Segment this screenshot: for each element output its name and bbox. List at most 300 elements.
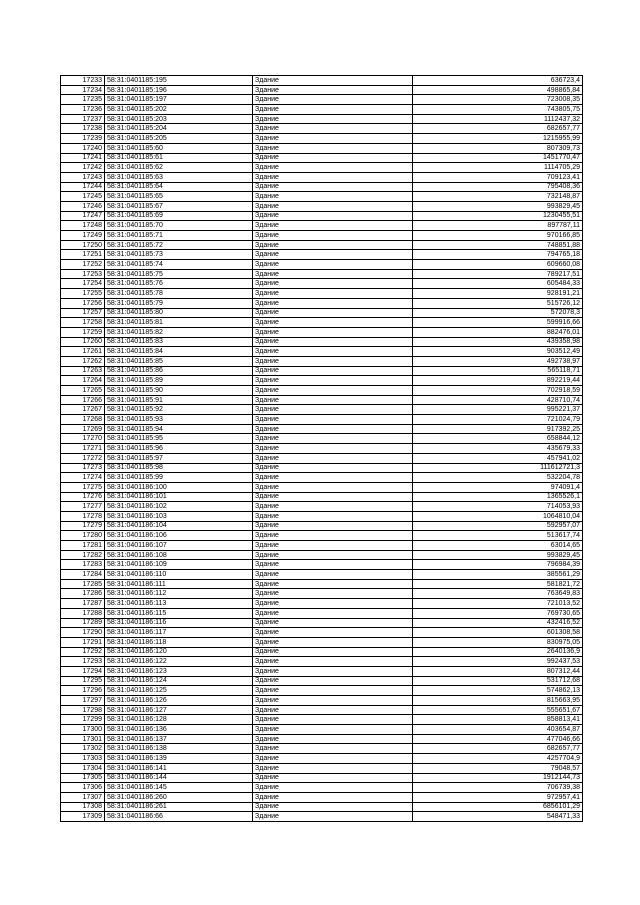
row-number-cell: 17240 — [61, 143, 105, 153]
cadastral-number-cell: 58:31:0401185:197 — [105, 95, 253, 105]
object-type-cell: Здание — [253, 473, 413, 483]
cadastral-number-cell: 58:31:0401185:84 — [105, 347, 253, 357]
cadastral-value-cell: 1215955,99 — [413, 134, 583, 144]
object-type-cell: Здание — [253, 356, 413, 366]
cadastral-number-cell: 58:31:0401186:102 — [105, 502, 253, 512]
cadastral-value-cell: 79048,57 — [413, 763, 583, 773]
row-number-cell: 17253 — [61, 269, 105, 279]
cadastral-number-cell: 58:31:0401186:141 — [105, 763, 253, 773]
object-type-cell: Здание — [253, 502, 413, 512]
row-number-cell: 17296 — [61, 686, 105, 696]
cadastral-value-cell: 111612721,3 — [413, 463, 583, 473]
cadastral-number-cell: 58:31:0401185:71 — [105, 231, 253, 241]
cadastral-number-cell: 58:31:0401185:202 — [105, 105, 253, 115]
table-row — [61, 589, 583, 599]
row-number-cell: 17281 — [61, 541, 105, 551]
object-type-cell: Здание — [253, 192, 413, 202]
table-row — [61, 153, 583, 163]
cadastral-number-cell: 58:31:0401186:122 — [105, 657, 253, 667]
row-number-cell: 17270 — [61, 434, 105, 444]
cadastral-value-cell: 830975,05 — [413, 637, 583, 647]
cadastral-value-cell: 721013,52 — [413, 599, 583, 609]
table-row — [61, 473, 583, 483]
object-type-cell: Здание — [253, 415, 413, 425]
table-row — [61, 734, 583, 744]
row-number-cell: 17297 — [61, 696, 105, 706]
cadastral-number-cell: 58:31:0401185:63 — [105, 172, 253, 182]
cadastral-value-cell: 574862,13 — [413, 686, 583, 696]
row-number-cell: 17294 — [61, 666, 105, 676]
cadastral-value-cell: 903512,49 — [413, 347, 583, 357]
object-type-cell: Здание — [253, 386, 413, 396]
table-row — [61, 298, 583, 308]
table-row — [61, 647, 583, 657]
cadastral-number-cell: 58:31:0401185:86 — [105, 366, 253, 376]
table-row — [61, 386, 583, 396]
row-number-cell: 17268 — [61, 415, 105, 425]
table-row — [61, 531, 583, 541]
object-type-cell: Здание — [253, 541, 413, 551]
row-number-cell: 17238 — [61, 124, 105, 134]
table-row — [61, 686, 583, 696]
object-type-cell: Здание — [253, 579, 413, 589]
table-row — [61, 250, 583, 260]
cadastral-number-cell: 58:31:0401186:144 — [105, 773, 253, 783]
table-row — [61, 579, 583, 589]
object-type-cell: Здание — [253, 453, 413, 463]
row-number-cell: 17276 — [61, 492, 105, 502]
cadastral-number-cell: 58:31:0401186:108 — [105, 550, 253, 560]
cadastral-value-cell: 498865,84 — [413, 85, 583, 95]
cadastral-value-cell: 974091,4 — [413, 482, 583, 492]
table-row — [61, 628, 583, 638]
object-type-cell: Здание — [253, 802, 413, 812]
row-number-cell: 17302 — [61, 744, 105, 754]
cadastral-value-cell: 513617,74 — [413, 531, 583, 541]
table-row — [61, 792, 583, 802]
cadastral-value-cell: 658844,12 — [413, 434, 583, 444]
cadastral-value-cell: 531712,68 — [413, 676, 583, 686]
object-type-cell: Здание — [253, 550, 413, 560]
row-number-cell: 17260 — [61, 337, 105, 347]
cadastral-value-cell: 492738,97 — [413, 356, 583, 366]
table-body — [61, 76, 583, 822]
object-type-cell: Здание — [253, 182, 413, 192]
cadastral-number-cell: 58:31:0401185:95 — [105, 434, 253, 444]
cadastral-value-cell: 807312,44 — [413, 666, 583, 676]
cadastral-value-cell: 477046,66 — [413, 734, 583, 744]
cadastral-value-cell: 428710,74 — [413, 395, 583, 405]
row-number-cell: 17233 — [61, 76, 105, 86]
cadastral-number-cell: 58:31:0401185:61 — [105, 153, 253, 163]
row-number-cell: 17245 — [61, 192, 105, 202]
object-type-cell: Здание — [253, 434, 413, 444]
cadastral-value-cell: 789217,51 — [413, 269, 583, 279]
cadastral-number-cell: 58:31:0401186:116 — [105, 618, 253, 628]
table-row — [61, 608, 583, 618]
object-type-cell: Здание — [253, 337, 413, 347]
row-number-cell: 17254 — [61, 279, 105, 289]
object-type-cell: Здание — [253, 405, 413, 415]
cadastral-value-cell: 796984,39 — [413, 560, 583, 570]
object-type-cell: Здание — [253, 279, 413, 289]
row-number-cell: 17278 — [61, 511, 105, 521]
row-number-cell: 17282 — [61, 550, 105, 560]
table-row — [61, 95, 583, 105]
cadastral-value-cell: 457941,02 — [413, 453, 583, 463]
object-type-cell: Здание — [253, 618, 413, 628]
cadastral-value-cell: 6856101,29 — [413, 802, 583, 812]
cadastral-number-cell: 58:31:0401185:195 — [105, 76, 253, 86]
row-number-cell: 17275 — [61, 482, 105, 492]
cadastral-value-cell: 682657,77 — [413, 124, 583, 134]
cadastral-number-cell: 58:31:0401185:75 — [105, 269, 253, 279]
cadastral-value-cell: 970166,85 — [413, 231, 583, 241]
cadastral-number-cell: 58:31:0401186:113 — [105, 599, 253, 609]
row-number-cell: 17306 — [61, 783, 105, 793]
object-type-cell: Здание — [253, 269, 413, 279]
table-row — [61, 231, 583, 241]
cadastral-value-cell: 972957,41 — [413, 792, 583, 802]
table-row — [61, 725, 583, 735]
cadastral-value-cell: 403654,87 — [413, 725, 583, 735]
row-number-cell: 17262 — [61, 356, 105, 366]
row-number-cell: 17248 — [61, 221, 105, 231]
cadastral-value-cell: 993829,45 — [413, 201, 583, 211]
table-row — [61, 570, 583, 580]
row-number-cell: 17287 — [61, 599, 105, 609]
object-type-cell: Здание — [253, 366, 413, 376]
cadastral-value-cell: 743805,75 — [413, 105, 583, 115]
cadastral-value-cell: 769730,65 — [413, 608, 583, 618]
cadastral-number-cell: 58:31:0401186:117 — [105, 628, 253, 638]
object-type-cell: Здание — [253, 318, 413, 328]
cadastral-number-cell: 58:31:0401185:97 — [105, 453, 253, 463]
object-type-cell: Здание — [253, 521, 413, 531]
row-number-cell: 17259 — [61, 327, 105, 337]
cadastral-value-cell: 723008,35 — [413, 95, 583, 105]
cadastral-number-cell: 58:31:0401185:99 — [105, 473, 253, 483]
object-type-cell: Здание — [253, 715, 413, 725]
cadastral-value-cell: 721024,79 — [413, 415, 583, 425]
object-type-cell: Здание — [253, 744, 413, 754]
cadastral-number-cell: 58:31:0401186:261 — [105, 802, 253, 812]
object-type-cell: Здание — [253, 637, 413, 647]
cadastral-value-cell: 815663,95 — [413, 696, 583, 706]
cadastral-number-cell: 58:31:0401186:260 — [105, 792, 253, 802]
row-number-cell: 17304 — [61, 763, 105, 773]
object-type-cell: Здание — [253, 76, 413, 86]
table-row — [61, 327, 583, 337]
table-row — [61, 124, 583, 134]
cadastral-value-cell: 992437,53 — [413, 657, 583, 667]
cadastral-number-cell: 58:31:0401185:91 — [105, 395, 253, 405]
cadastral-number-cell: 58:31:0401186:138 — [105, 744, 253, 754]
cadastral-number-cell: 58:31:0401185:60 — [105, 143, 253, 153]
object-type-cell: Здание — [253, 492, 413, 502]
cadastral-number-cell: 58:31:0401186:128 — [105, 715, 253, 725]
cadastral-value-cell: 706739,38 — [413, 783, 583, 793]
cadastral-number-cell: 58:31:0401186:100 — [105, 482, 253, 492]
object-type-cell: Здание — [253, 511, 413, 521]
row-number-cell: 17291 — [61, 637, 105, 647]
table-row — [61, 221, 583, 231]
cadastral-value-cell: 555651,67 — [413, 705, 583, 715]
object-type-cell: Здание — [253, 589, 413, 599]
cadastral-number-cell: 58:31:0401186:103 — [105, 511, 253, 521]
table-row — [61, 763, 583, 773]
table-row — [61, 434, 583, 444]
row-number-cell: 17241 — [61, 153, 105, 163]
cadastral-number-cell: 58:31:0401185:93 — [105, 415, 253, 425]
object-type-cell: Здание — [253, 792, 413, 802]
cadastral-number-cell: 58:31:0401185:65 — [105, 192, 253, 202]
cadastral-number-cell: 58:31:0401185:62 — [105, 163, 253, 173]
cadastral-value-cell: 572078,3 — [413, 308, 583, 318]
object-type-cell: Здание — [253, 763, 413, 773]
row-number-cell: 17293 — [61, 657, 105, 667]
cadastral-value-cell: 1365526,1 — [413, 492, 583, 502]
table-row — [61, 134, 583, 144]
table-row — [61, 318, 583, 328]
table-row — [61, 163, 583, 173]
table-row — [61, 201, 583, 211]
object-type-cell: Здание — [253, 676, 413, 686]
object-type-cell: Здание — [253, 298, 413, 308]
cadastral-number-cell: 58:31:0401185:82 — [105, 327, 253, 337]
cadastral-value-cell: 928191,21 — [413, 289, 583, 299]
cadastral-number-cell: 58:31:0401185:203 — [105, 114, 253, 124]
object-type-cell: Здание — [253, 201, 413, 211]
table-row — [61, 502, 583, 512]
object-type-cell: Здание — [253, 754, 413, 764]
object-type-cell: Здание — [253, 250, 413, 260]
table-row — [61, 453, 583, 463]
table-row — [61, 715, 583, 725]
object-type-cell: Здание — [253, 143, 413, 153]
cadastral-value-cell: 435679,33 — [413, 444, 583, 454]
cadastral-value-cell: 1064810,04 — [413, 511, 583, 521]
row-number-cell: 17272 — [61, 453, 105, 463]
row-number-cell: 17235 — [61, 95, 105, 105]
cadastral-value-cell: 858813,41 — [413, 715, 583, 725]
cadastral-value-cell: 795408,36 — [413, 182, 583, 192]
row-number-cell: 17273 — [61, 463, 105, 473]
table-row — [61, 143, 583, 153]
table-row — [61, 105, 583, 115]
object-type-cell: Здание — [253, 289, 413, 299]
table-row — [61, 356, 583, 366]
row-number-cell: 17237 — [61, 114, 105, 124]
row-number-cell: 17286 — [61, 589, 105, 599]
row-number-cell: 17256 — [61, 298, 105, 308]
cadastral-value-cell: 682657,77 — [413, 744, 583, 754]
row-number-cell: 17280 — [61, 531, 105, 541]
table-row — [61, 705, 583, 715]
row-number-cell: 17299 — [61, 715, 105, 725]
table-row — [61, 812, 583, 822]
cadastral-number-cell: 58:31:0401185:67 — [105, 201, 253, 211]
cadastral-value-cell: 385561,29 — [413, 570, 583, 580]
cadastral-number-cell: 58:31:0401185:81 — [105, 318, 253, 328]
table-row — [61, 802, 583, 812]
table-row — [61, 696, 583, 706]
cadastral-number-cell: 58:31:0401185:204 — [105, 124, 253, 134]
cadastral-value-cell: 702918,59 — [413, 386, 583, 396]
cadastral-value-cell: 714053,93 — [413, 502, 583, 512]
object-type-cell: Здание — [253, 163, 413, 173]
cadastral-value-cell: 993829,45 — [413, 550, 583, 560]
row-number-cell: 17252 — [61, 260, 105, 270]
row-number-cell: 17279 — [61, 521, 105, 531]
cadastral-value-cell: 1112437,32 — [413, 114, 583, 124]
object-type-cell: Здание — [253, 725, 413, 735]
object-type-cell: Здание — [253, 240, 413, 250]
table-row — [61, 211, 583, 221]
object-type-cell: Здание — [253, 211, 413, 221]
table-row — [61, 618, 583, 628]
table-row — [61, 492, 583, 502]
object-type-cell: Здание — [253, 705, 413, 715]
object-type-cell: Здание — [253, 657, 413, 667]
cadastral-number-cell: 58:31:0401185:76 — [105, 279, 253, 289]
cadastral-value-cell: 1230455,51 — [413, 211, 583, 221]
cadastral-number-cell: 58:31:0401186:106 — [105, 531, 253, 541]
object-type-cell: Здание — [253, 686, 413, 696]
row-number-cell: 17309 — [61, 812, 105, 822]
cadastral-number-cell: 58:31:0401185:69 — [105, 211, 253, 221]
cadastral-number-cell: 58:31:0401185:79 — [105, 298, 253, 308]
cadastral-number-cell: 58:31:0401185:98 — [105, 463, 253, 473]
cadastral-value-cell: 732148,87 — [413, 192, 583, 202]
object-type-cell: Здание — [253, 560, 413, 570]
row-number-cell: 17242 — [61, 163, 105, 173]
cadastral-number-cell: 58:31:0401185:78 — [105, 289, 253, 299]
cadastral-number-cell: 58:31:0401186:126 — [105, 696, 253, 706]
cadastral-number-cell: 58:31:0401185:83 — [105, 337, 253, 347]
object-type-cell: Здание — [253, 134, 413, 144]
row-number-cell: 17305 — [61, 773, 105, 783]
table-row — [61, 114, 583, 124]
object-type-cell: Здание — [253, 95, 413, 105]
cadastral-number-cell: 58:31:0401185:94 — [105, 424, 253, 434]
object-type-cell: Здание — [253, 424, 413, 434]
row-number-cell: 17247 — [61, 211, 105, 221]
row-number-cell: 17292 — [61, 647, 105, 657]
object-type-cell: Здание — [253, 628, 413, 638]
table-row — [61, 76, 583, 86]
table-row — [61, 347, 583, 357]
cadastral-value-cell: 601308,58 — [413, 628, 583, 638]
table-row — [61, 773, 583, 783]
cadastral-value-cell: 917392,25 — [413, 424, 583, 434]
row-number-cell: 17284 — [61, 570, 105, 580]
cadastral-number-cell: 58:31:0401185:205 — [105, 134, 253, 144]
row-number-cell: 17251 — [61, 250, 105, 260]
row-number-cell: 17289 — [61, 618, 105, 628]
cadastral-number-cell: 58:31:0401186:115 — [105, 608, 253, 618]
object-type-cell: Здание — [253, 570, 413, 580]
object-type-cell: Здание — [253, 347, 413, 357]
table-row — [61, 279, 583, 289]
table-row — [61, 541, 583, 551]
object-type-cell: Здание — [253, 666, 413, 676]
object-type-cell: Здание — [253, 308, 413, 318]
cadastral-value-cell: 548471,33 — [413, 812, 583, 822]
object-type-cell: Здание — [253, 482, 413, 492]
object-type-cell: Здание — [253, 124, 413, 134]
table-row — [61, 405, 583, 415]
row-number-cell: 17307 — [61, 792, 105, 802]
row-number-cell: 17274 — [61, 473, 105, 483]
table-row — [61, 666, 583, 676]
object-type-cell: Здание — [253, 783, 413, 793]
table-row — [61, 395, 583, 405]
cadastral-value-cell: 605484,33 — [413, 279, 583, 289]
table-row — [61, 521, 583, 531]
cadastral-number-cell: 58:31:0401185:74 — [105, 260, 253, 270]
table-row — [61, 744, 583, 754]
cadastral-number-cell: 58:31:0401186:123 — [105, 666, 253, 676]
table-row — [61, 182, 583, 192]
table-row — [61, 337, 583, 347]
cadastral-number-cell: 58:31:0401185:80 — [105, 308, 253, 318]
cadastral-value-table — [60, 75, 583, 822]
object-type-cell: Здание — [253, 172, 413, 182]
row-number-cell: 17283 — [61, 560, 105, 570]
cadastral-value-cell: 1114705,29 — [413, 163, 583, 173]
object-type-cell: Здание — [253, 327, 413, 337]
table-row — [61, 424, 583, 434]
cadastral-value-cell: 882476,01 — [413, 327, 583, 337]
row-number-cell: 17244 — [61, 182, 105, 192]
table-row — [61, 657, 583, 667]
object-type-cell: Здание — [253, 221, 413, 231]
table-row — [61, 482, 583, 492]
cadastral-number-cell: 58:31:0401186:145 — [105, 783, 253, 793]
cadastral-number-cell: 58:31:0401186:118 — [105, 637, 253, 647]
cadastral-number-cell: 58:31:0401186:120 — [105, 647, 253, 657]
object-type-cell: Здание — [253, 395, 413, 405]
cadastral-value-cell: 2640136,9 — [413, 647, 583, 657]
table-row — [61, 560, 583, 570]
row-number-cell: 17269 — [61, 424, 105, 434]
object-type-cell: Здание — [253, 696, 413, 706]
cadastral-number-cell: 58:31:0401186:66 — [105, 812, 253, 822]
row-number-cell: 17308 — [61, 802, 105, 812]
cadastral-value-cell: 1451770,47 — [413, 153, 583, 163]
row-number-cell: 17301 — [61, 734, 105, 744]
cadastral-number-cell: 58:31:0401185:96 — [105, 444, 253, 454]
object-type-cell: Здание — [253, 773, 413, 783]
table-row — [61, 240, 583, 250]
cadastral-value-cell: 609660,08 — [413, 260, 583, 270]
cadastral-value-cell: 995221,37 — [413, 405, 583, 415]
row-number-cell: 17236 — [61, 105, 105, 115]
object-type-cell: Здание — [253, 231, 413, 241]
cadastral-number-cell: 58:31:0401186:104 — [105, 521, 253, 531]
object-type-cell: Здание — [253, 608, 413, 618]
row-number-cell: 17261 — [61, 347, 105, 357]
object-type-cell: Здание — [253, 114, 413, 124]
cadastral-number-cell: 58:31:0401186:137 — [105, 734, 253, 744]
cadastral-value-cell: 63014,65 — [413, 541, 583, 551]
cadastral-value-cell: 763649,83 — [413, 589, 583, 599]
table-row — [61, 444, 583, 454]
row-number-cell: 17257 — [61, 308, 105, 318]
row-number-cell: 17298 — [61, 705, 105, 715]
cadastral-value-cell: 794765,18 — [413, 250, 583, 260]
